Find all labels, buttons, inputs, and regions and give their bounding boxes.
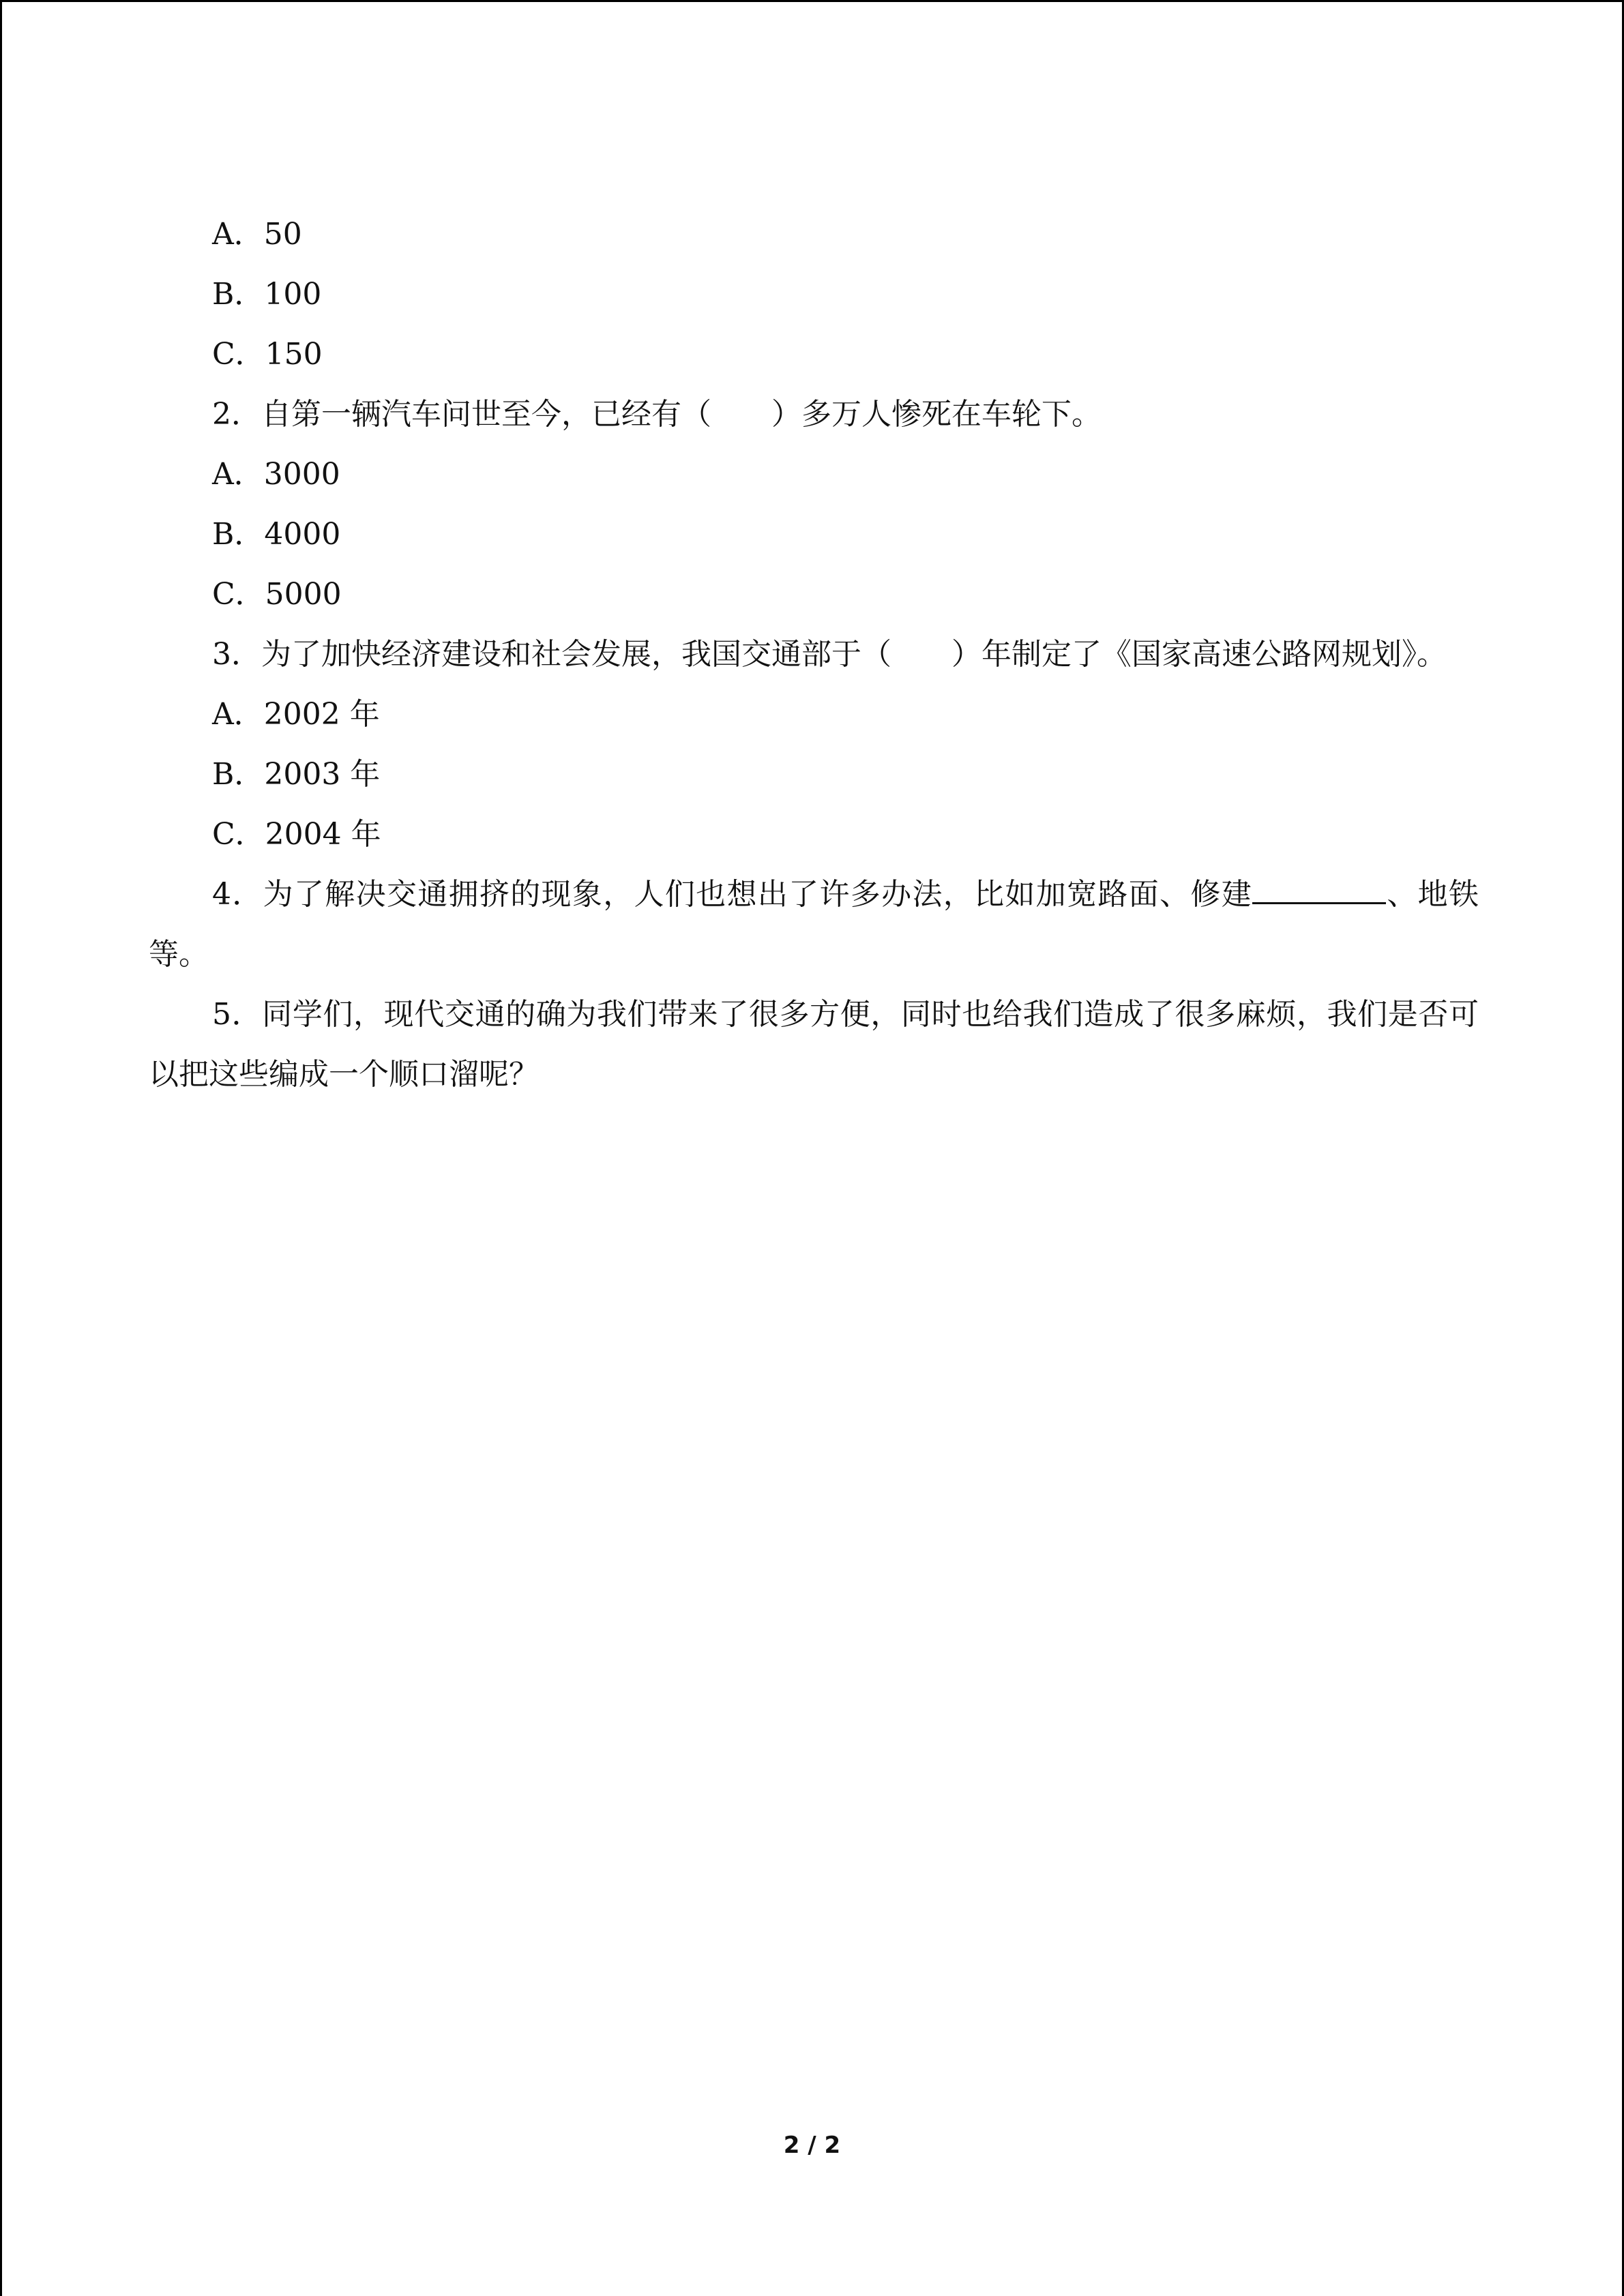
q4-stem-after: 、地铁等。 (149, 877, 1479, 972)
q4-stem-before: 4．为了解决交通拥挤的现象，人们也想出了许多办法，比如加宽路面、修建 (212, 877, 1253, 912)
q5-stem: 5．同学们，现代交通的确为我们带来了很多方便，同时也给我们造成了很多麻烦，我们是否可以把这些编成一个顺口溜呢？ (149, 997, 1479, 1092)
q2-stem: 2．自第一辆汽车问世至今，已经有（ ）多万人惨死在车轮下。 (212, 397, 1102, 432)
q1-option-b: B．100 (212, 277, 322, 312)
page-number: 2 / 2 (783, 2132, 841, 2159)
q2-option-b: B．4000 (212, 517, 341, 552)
q4-answer-blank[interactable] (1252, 872, 1386, 904)
q2-option-a: A．3000 (212, 457, 340, 492)
q3-option-a: A．2002 年 (212, 697, 380, 732)
worksheet-content (149, 205, 1479, 1105)
q3-option-b: B．2003 年 (212, 757, 381, 792)
q3-option-c: C．2004 年 (212, 817, 381, 852)
q2-option-c: C．5000 (212, 577, 342, 612)
q1-option-c: C．150 (212, 337, 323, 372)
q4-stem (149, 865, 1479, 985)
q1-option-a: A．50 (212, 217, 302, 252)
q3-stem: 3．为了加快经济建设和社会发展，我国交通部于（ ）年制定了《国家高速公路网规划》。 (212, 637, 1447, 672)
